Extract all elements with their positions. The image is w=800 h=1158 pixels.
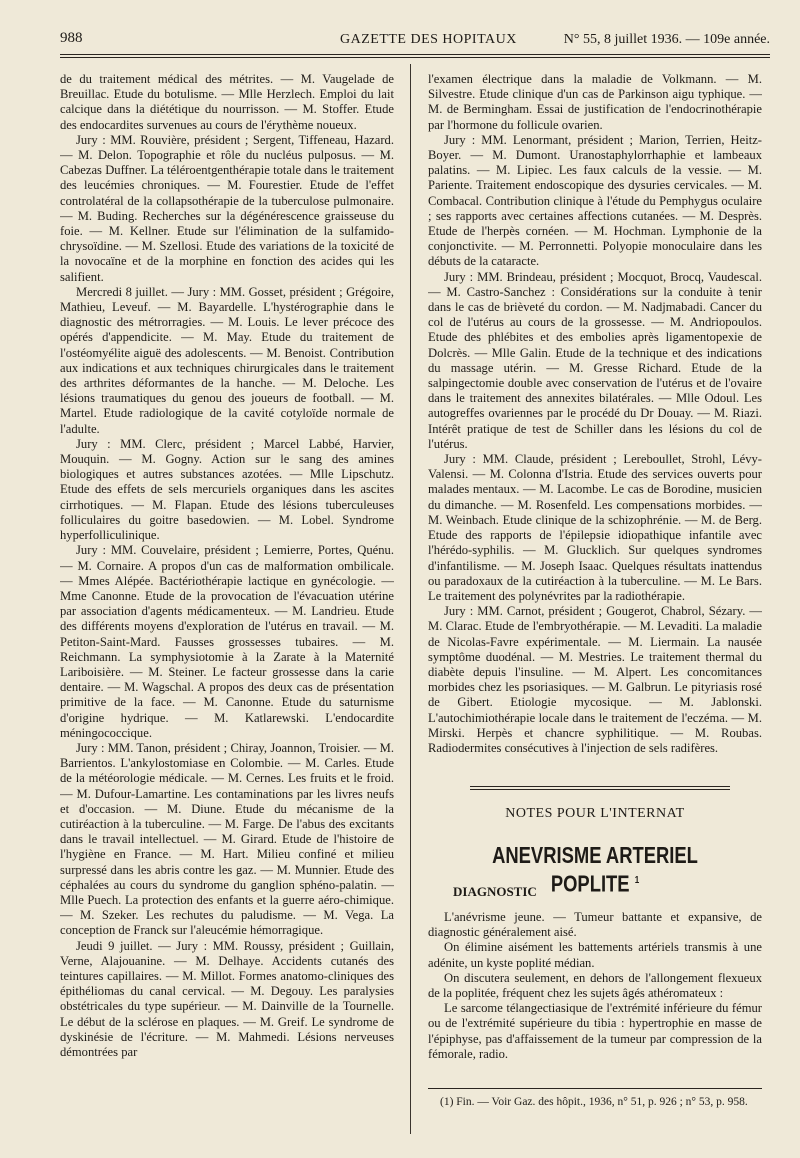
paragraph: On discutera seulement, en dehors de l'allongement flexueux de la poplitée, fréquent chez les sujets âgés athéromateux : [428, 970, 762, 1001]
header-rule-double [60, 57, 770, 58]
footnote: (1) Fin. — Voir Gaz. des hôpit., 1936, n° 51, p. 926 ; n° 53, p. 958. [440, 1096, 748, 1108]
column-divider [410, 64, 411, 1134]
paragraph: Jury : MM. Carnot, président ; Gougerot, Chabrol, Sézary. — M. Clarac. Etude de l'embryothérapie. — M. Levaditi. La maladie de Nicolas-Favre expérimentale. — M. Liermain. La nausée symptôme duodénal. — M. Mestries. Le traitement thermal du diabète depuis l'insuline. — M. Alpert. Les concomitances morbides chez les psoriasiques. — M. Galbrun. Le pityriasis rosé de Gibert. Etiologie mycosique. — M. Jablonski. L'autochimiothérapie locale dans le traitement de l'eczéma. — M. Mirski. Herpès et chancre syphilitique. — M. Roubas. Radiodermites consécutives à l'injection de sels radifères. [428, 604, 762, 755]
paragraph: Jury : MM. Claude, président ; Lereboullet, Strohl, Lévy-Valensi. — M. Colonna d'Istria. Etude des services ouverts pour malades mentaux. — M. Lacombe. Le cas de Borodine, musicien du dimanche. — M. Rosenfeld. Les compensations morbides. — M. Weinbach. Etude clinique de la schizophrénie. — M. de Berg. Etude des rapports de l'épilepsie idiopathique infantile avec l'hérédo-syphilis. — M. Glucklich. Sur quelques syndromes d'infantilisme. — M. Joseph Isaac. Quelques résultats inattendus ou paradoxaux de la cutiréaction à la tuberculine. — M. Le Bars. Le traitement des polynévrites par la radiothérapie. [428, 452, 762, 603]
page-number: 988 [60, 30, 83, 46]
header-rule [60, 54, 770, 55]
paragraph: de du traitement médical des métrites. — M. Vaugelade de Breuillac. Etude du botulisme. — Mlle Herzlech. Emploi du lait calcique dans la diététique du nourrisson. — M. Stoffer. Etude des endocardites survenues au cours de l'érythème noueux. [60, 72, 394, 132]
left-column [60, 72, 394, 1138]
section-heading: NOTES POUR L'INTERNAT [505, 806, 685, 821]
subheading: DIAGNOSTIC [453, 884, 537, 899]
page-header [60, 30, 770, 56]
paragraph: L'anévrisme jeune. — Tumeur battante et expansive, de diagnostic généralement aisé. [428, 910, 762, 940]
right-column [428, 72, 762, 778]
paragraph: Jury : MM. Clerc, président ; Marcel Labbé, Harvier, Mouquin. — M. Gogny. Action sur le sang des amines biologiques et autres substances azotées. — Mlle Lipschutz. Etude des effets de sels mercuriels organiques dans les ascites cirrhotiques. — M. Flapan. Etude des lésions tuberculeuses folliculaires du goitre basedowien. — M. Lobel. Syndrome hyperfolliculinique. [60, 436, 394, 543]
section-rule [470, 786, 730, 787]
paragraph: Jeudi 9 juillet. — Jury : MM. Roussy, président ; Guillain, Verne, Alajouanine. — M. Delhaye. Accidents cutanés des teintures capillaires. — M. Millot. Formes anatomo-cliniques des épithéliomas du canal cervical. — M. Degouy. Les paralysies obstétricales du type supérieur. — M. Dainville de la Tournelle. Le début de la sclérose en plaques. — M. Greif. Le syndrome de dyskinésie de l'écriture. — M. Mahmedi. Lésions nerveuses démontrées par [60, 938, 394, 1059]
article-title-text: ANEVRISME ARTERIEL POPLITE [492, 842, 698, 897]
paragraph: l'examen électrique dans la maladie de Volkmann. — M. Silvestre. Etude clinique d'un cas de Parkinson aigu typhique. — M. de Bermingham. Essai de justification de l'endocrinothérapie par l'hormone du follicule ovarien. [428, 72, 762, 132]
paragraph: Jury : MM. Tanon, président ; Chiray, Joannon, Troisier. — M. Barrientos. L'ankylostomiase en Colombie. — M. Carles. Etude de la météorologie médicale. — M. Cernes. Les fruits et le froid. — M. Dufour-Lamartine. Les contaminations par les livres neufs et d'occasion. — M. Diune. Etude du mécanisme de la cutiréaction à la tuberculine. — M. Farge. De l'abus des excitants dans le travail intellectuel. — M. Girard. Etude de l'histoire de l'hygiène en France. — M. Hart. Milieu confiné et milieu surpressé dans les abris contre les gaz. — M. Munnier. Etude des céphalées au cours du syndrome du ganglion sphéno-palatin. — Mlle Puech. La protection des enfants et la guerre aéro-chimique. — M. Szeker. Les rechutes du paludisme. — M. Vega. La conception de Franck sur l'aleucémie hémorragique. [60, 740, 394, 938]
journal-title: GAZETTE DES HOPITAUX [340, 32, 517, 47]
paragraph: Jury : MM. Rouvière, président ; Sergent, Tiffeneau, Hazard. — M. Delon. Topographie et rôle du nucléus pulposus. — M. Cabezas Duffner. La téléroentgenthérapie totale dans le traitement des leucémies chroniques. — M. Fourestier. Etude de l'effet controlatéral de la collapsothérapie de la tuberculose pulmonaire. — M. Buding. Recherches sur la dégénérescence graisseuse du foie. — M. Kellner. Etude sur l'élimination de la sulfamido-chrysoïdine. — M. Szellosi. Etude des variations de la toxicité de la novocaïne et de la morphine en fonction des acides qui les salifient. [60, 132, 394, 284]
paragraph: On élimine aisément les battements artériels transmis à une adénite, un kyste poplité médian. [428, 940, 762, 970]
paragraph: Jury : MM. Couvelaire, président ; Lemierre, Portes, Quénu. — M. Cornaire. A propos d'un cas de malformation ombilicale. — Mmes Alépée. Bactériothérapie lactique en gynécologie. — Mme Canonne. Etude de la provocation de l'évacuation utérine par association d'agents médicamenteux. — M. Landrieu. Etude des différents moyens d'exploration de l'utérus en travail. — M. Petiton-Saint-Mard. Fausses grossesses tubaires. — M. Reichmann. La symphysiotomie à la Zarate à la Maternité Lariboisière. — M. Steiner. Le facteur grossesse dans la carie dentaire. — M. Wagschal. A propos des deux cas de présentation primitive de la face. — M. Canonne. Etude du saturnisme d'origine hydrique. — M. Katlarewski. L'endocardite méningococcique. [60, 543, 394, 740]
paragraph: Le sarcome télangectiasique de l'extrémité inférieure du fémur ou de l'extrémité supérieure du tibia : hypertrophie en masse de l'épiphyse, pas d'affaissement de la tumeur par compression de la fémorale, radio. [428, 1001, 762, 1061]
footnote-rule [428, 1088, 762, 1089]
paragraph: Jury : MM. Brindeau, président ; Mocquot, Brocq, Vaudescal. — M. Castro-Sanchez : Considérations sur la conduite à tenir dans le cas de brièveté du cordon. — M. Nadjmabadi. Cancer du col de l'utérus au cours de la grossesse. — M. Andriopoulos. Etude des phlébites et des embolies après ligamentopexie de Dolcrès. — Mlle Galin. Etude de la technique et des indications du massage utérin. — M. Gresse Richard. Etude de la salpingectomie double avec conservation de l'utérus et de l'ovaire dans le traitement des annexites bilatérales. — Mlle Odoul. Les autogreffes ovariennes par le procédé du Dr Douay. — M. Riazi. Intérêt pratique de test de Schiller dans les lésions du col de l'utérus. [428, 269, 762, 451]
section-rule-double [470, 789, 730, 790]
footnote-marker: 1 [634, 875, 640, 886]
article-body [428, 910, 762, 1078]
issue-info: N° 55, 8 juillet 1936. — 109e année. [563, 32, 770, 47]
paragraph: Mercredi 8 juillet. — Jury : MM. Gosset, président ; Grégoire, Mathieu, Leveuf. — M. Bayardelle. L'hystérographie dans le diagnostic des métrorragies. — M. Louis. Le lever précoce des opérés d'appendicite. — M. May. Etude du traitement de l'ostéomyélite aiguë des adolescents. — M. Benoist. Contribution aux indications et aux techniques chirurgicales dans le traitement des arthrites déformantes de la hanche. — M. Deloche. Les lésions traumatiques du genou des joueurs de football. — M. Martel. Etude radiologique de la cavité cotyloïde normale de l'adulte. [60, 284, 394, 436]
paragraph: Jury : MM. Lenormant, président ; Marion, Terrien, Heitz-Boyer. — M. Dumont. Uranostaphylorrhaphie et lambeaux palatins. — M. Lipiec. Les faux calculs de la vessie. — M. Pariente. Traitement endoscopique des dysuries cervicales. — M. Combacal. Contribution clinique à l'étude du Pemphygus oculaire ; ses rapports avec certaines affections cutanées. — M. Desprès. Etude de l'herpès cornéen. — M. Hochman. Lymphonie de la conjonctivite. — M. Perronnetti. Polyopie monoculaire dans les débuts de la cataracte. [428, 132, 762, 269]
